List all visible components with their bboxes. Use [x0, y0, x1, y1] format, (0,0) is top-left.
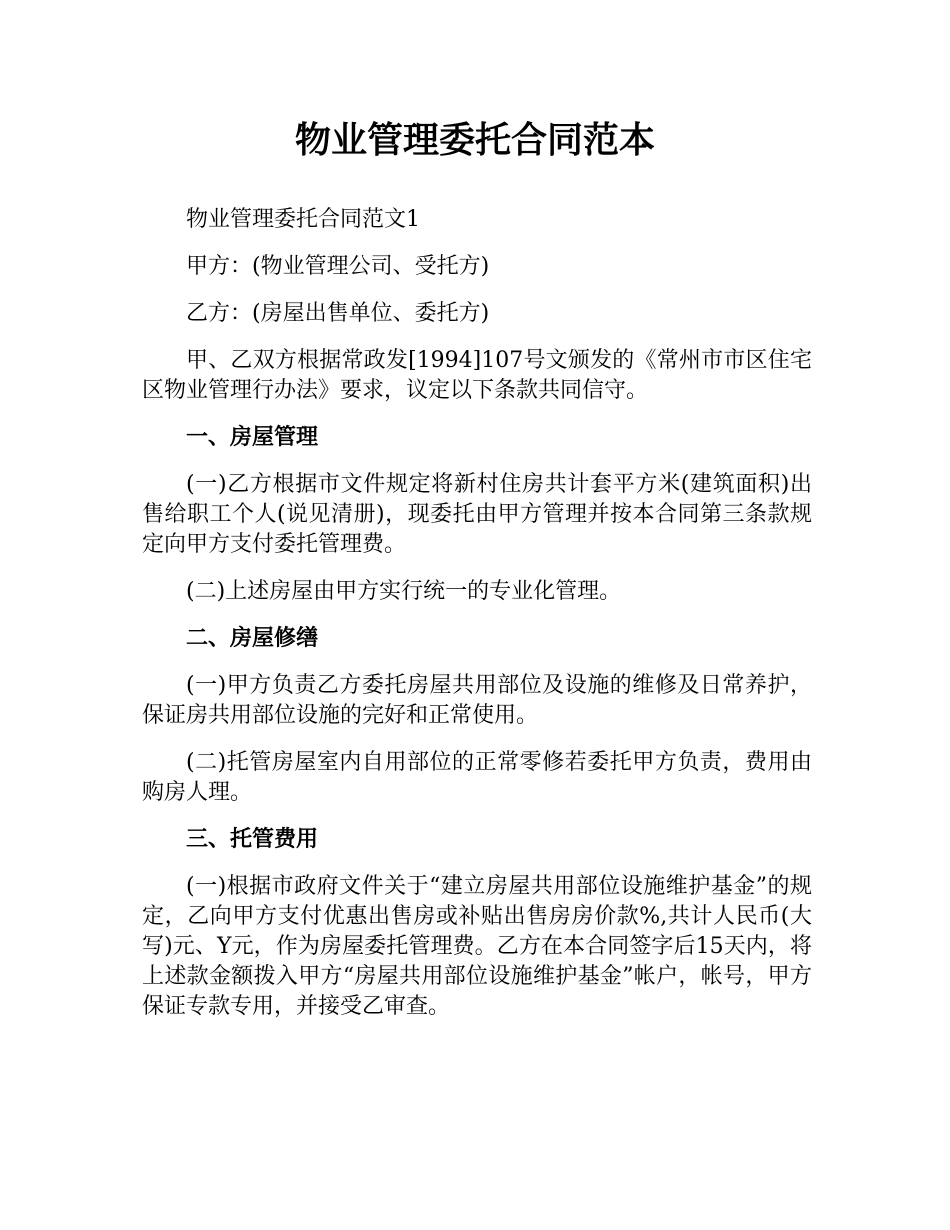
section-housing-repair [142, 624, 812, 808]
section-item: (一)甲方负责乙方委托房屋共用部位及设施的维修及日常养护，保证房共用部位设施的完好和正常使用。 [142, 673, 812, 728]
section-heading: 一、房屋管理 [186, 425, 319, 450]
section-item: (一)乙方根据市文件规定将新村住房共计套平方米(建筑面积)出售给职工个人(说见清册)，现委托由甲方管理并按本合同第三条款规定向甲方支付委托管理费。 [142, 472, 812, 557]
paragraph-subtitle: 物业管理委托合同范文1 [186, 207, 420, 232]
section-housing-management [142, 423, 812, 607]
section-item: (一)根据市政府文件关于“建立房屋共用部位设施维护基金”的规定，乙向甲方支付优惠出售房或补贴出售房房价款%,共计人民币(大写)元、Y元，作为房屋委托管理费。乙方在本合同签字后15天内，将上述款金额拨入甲方“房屋共用部位设施维护基金”帐户，帐号，甲方保证专款专用，并接受乙审查。 [142, 874, 812, 1019]
paragraph-party-b: 乙方：(房屋出售单位、委托方) [186, 301, 490, 326]
document-body [142, 205, 812, 1039]
section-custody-fees [142, 825, 812, 1022]
section-item: (二)上述房屋由甲方实行统一的专业化管理。 [186, 579, 622, 604]
paragraph-party-a: 甲方：(物业管理公司、受托方) [186, 254, 490, 279]
section-heading: 三、托管费用 [186, 827, 319, 852]
section-item: (二)托管房屋室内自用部位的正常零修若委托甲方负责，费用由购房人理。 [142, 750, 812, 805]
document-title: 物业管理委托合同范本 [294, 120, 655, 161]
section-heading: 二、房屋修缮 [186, 626, 319, 651]
paragraph-preamble: 甲、乙双方根据常政发[1994]107号文颁发的《常州市市区住宅区物业管理行办法》要求，议定以下条款共同信守。 [142, 348, 812, 403]
